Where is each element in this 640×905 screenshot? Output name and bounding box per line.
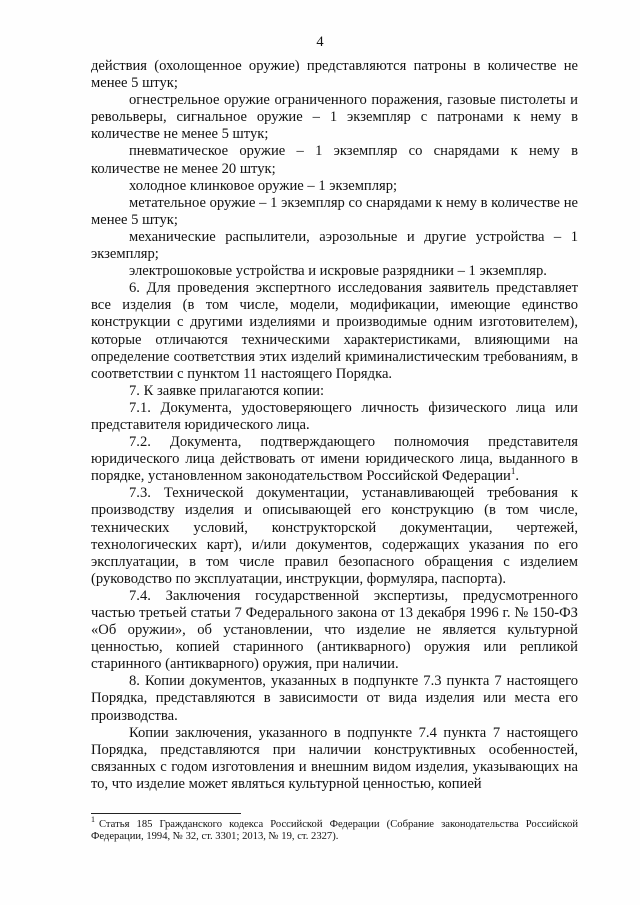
paragraph-text: 7.4. Заключения государственной экспертизы, предусмотренного частью третьей статьи 7 Федерального закона от 13 декабря 1996 г. № 150-ФЗ «Об оружии», об установлении, что изделие не является культурной ценностью, копией старинного (антикварного) оружия или репликой старинного (антикварного) оружия, при наличии. bbox=[91, 587, 578, 673]
paragraph-2 bbox=[91, 143, 578, 177]
paragraph-5 bbox=[91, 229, 578, 263]
paragraph-text: электрошоковые устройства и искровые разрядники – 1 экземпляр. bbox=[129, 263, 547, 280]
paragraph-7 bbox=[91, 280, 578, 383]
paragraph-4 bbox=[91, 195, 578, 229]
paragraph-11 bbox=[91, 485, 578, 588]
paragraph-text: холодное клинковое оружие – 1 экземпляр; bbox=[129, 177, 398, 194]
page-number: 4 bbox=[316, 34, 324, 50]
paragraph-0 bbox=[91, 58, 578, 92]
paragraph-text: 7.1. Документа, удостоверяющего личность физического лица или представителя юридического лица. bbox=[91, 399, 578, 433]
paragraph-1 bbox=[91, 92, 578, 143]
paragraph-13 bbox=[91, 673, 578, 724]
paragraph-12 bbox=[91, 588, 578, 673]
paragraph-8 bbox=[91, 383, 578, 400]
footnote-mark: 1 bbox=[91, 815, 95, 825]
paragraph-text: 7.2. Документа, подтверждающего полномочия представителя юридического лица действовать от имени юридического лица, выданного в порядке, установленном законодательством Российской Федерации bbox=[91, 434, 578, 485]
paragraph-9 bbox=[91, 400, 578, 434]
paragraph-tail: . bbox=[515, 468, 520, 485]
paragraph-text: 6. Для проведения экспертного исследования заявитель представляет все изделия (в том числе, модели, модификации, имеющие единство конструкции с другими изделиями и производимые одним изготовителем), которые отличаются техническими характеристиками, влияющими на определение соответствия этих изделий криминалистическим требованиям, в соответствии с пунктом 11 настоящего Порядка. bbox=[91, 280, 578, 382]
paragraph-10 bbox=[91, 434, 578, 485]
footnote bbox=[91, 815, 578, 844]
paragraph-text: пневматическое оружие – 1 экземпляр со снарядами к нему в количестве не менее 20 штук; bbox=[91, 143, 578, 177]
footnote-reference[interactable]: 1 bbox=[510, 466, 516, 477]
paragraph-text: метательное оружие – 1 экземпляр со снарядами к нему в количестве не менее 5 штук; bbox=[91, 194, 578, 228]
paragraph-text: действия (охолощенное оружие) представляются патроны в количестве не менее 5 штук; bbox=[91, 58, 578, 92]
paragraph-6 bbox=[91, 263, 578, 280]
paragraph-14 bbox=[91, 725, 578, 793]
paragraph-text: 7.3. Технической документации, устанавливающей требования к производству изделия и описывающей его конструкцию (в том числе, технических условий, конструкторской документации, чертежей, технологических карт), и/или документов, содержащих указания по его эксплуатации, в том числе правил безопасного обращения с изделием (руководство по эксплуатации, инструкции, формуляра, паспорта). bbox=[91, 485, 578, 587]
paragraph-text: 8. Копии документов, указанных в подпункте 7.3 пункта 7 настоящего Порядка, представляются в зависимости от вида изделия или места его производства. bbox=[91, 673, 578, 724]
document-body bbox=[91, 58, 578, 793]
paragraph-text: огнестрельное оружие ограниченного поражения, газовые пистолеты и револьверы, сигнальное оружие – 1 экземпляр с патронами к нему в количестве не менее 5 штук; bbox=[91, 92, 578, 143]
paragraph-text: механические распылители, аэрозольные и другие устройства – 1 экземпляр; bbox=[91, 228, 578, 263]
paragraph-text: Копии заключения, указанного в подпункте 7.4 пункта 7 настоящего Порядка, представляются при наличии конструктивных особенностей, связанных с годом изготовления и внешним видом изделия, указывающих на то, что изделие может являться культурной ценностью, копией bbox=[91, 724, 578, 792]
footnote-separator bbox=[91, 813, 241, 814]
paragraph-3 bbox=[91, 178, 578, 195]
footnote-text: Статья 185 Гражданского кодекса Российской Федерации (Собрание законодательства Российской Федерации, 1994, № 32, ст. 3301; 2013, № 19, ст. 2327). bbox=[91, 819, 578, 843]
paragraph-text: 7. К заявке прилагаются копии: bbox=[129, 382, 325, 399]
